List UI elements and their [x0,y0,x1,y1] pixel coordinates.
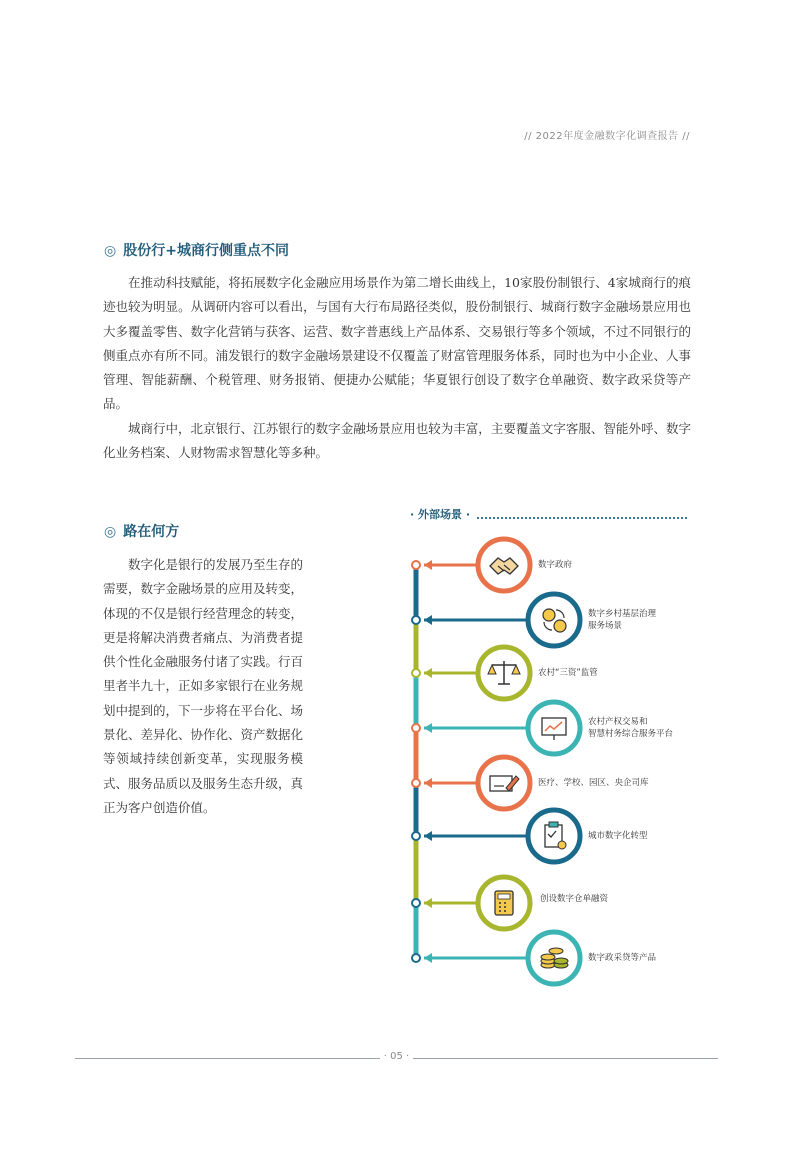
section-1-body [103,271,691,465]
footer-rule-right [413,1058,718,1059]
scenario-item-7 [412,877,530,929]
scenario-item-4 [412,702,580,754]
scenario-item-6 [412,810,580,862]
section-2-paragraph: 数字化是银行的发展乃至生存的需要，数字金融场景的应用及转变，体现的不仅是银行经营理念的转变，更是将解决消费者痛点、为消费者提供个性化金融服务付诸了实践。行百里者半九十，正如多家银行在业务规划中提到的，下一步将在平台化、场景化、差异化、协作化、资产数据化等领域持续创新变革，实现服务模式、服务品质以及服务生态升级，真正为客户创造价值。 [103,557,304,815]
page-number: · 05 · [383,1051,410,1062]
section-title-1 [104,240,289,260]
scenario-label-2: 数字乡村基层治理 服务场景 [588,609,657,631]
scenario-item-8 [412,932,580,984]
scenario-label-4: 农村产权交易和 智慧村务综合服务平台 [588,717,674,739]
section-title-2 [104,521,179,541]
section-title-2-text: 路在何方 [123,524,180,540]
footer-rule-left [75,1058,380,1059]
section-1-paragraph-2: 城商行中，北京银行、江苏银行的数字金融场景应用也较为丰富，主要覆盖文字客服、智能外呼、数字化业务档案、人财物需求智慧化等多种。 [103,420,691,461]
scenario-item-2 [412,594,580,646]
section-2-body [103,553,303,820]
scenario-label-8: 数字政采贷等产品 [588,953,657,963]
circle-bullet-icon: ◎ [104,524,117,540]
report-header: // 2022年度金融数字化调查报告 // [524,131,690,142]
scenario-label-3: 农村“三资”监管 [538,668,598,678]
scenario-label-6: 城市数字化转型 [588,831,648,841]
scenario-label-1: 数字政府 [538,560,573,570]
page-number-text: 05 [390,1051,403,1062]
external-scenarios-diagram [405,505,705,990]
section-1-paragraph-1: 在推动科技赋能，将拓展数字化金融应用场景作为第二增长曲线上，10家股份制银行、4家城商行的痕迹也较为明显。从调研内容可以看出，与国有大行布局路径类似，股份制银行、城商行数字金融场景应用也大多覆盖零售、数字化营销与获客、运营、数字普惠线上产品体系、交易银行等多个领域，不过不同银行的侧重点亦有所不同。浦发银行的数字金融场景建设不仅覆盖了财富管理服务体系，同时也为中小企业、人事管理、智能薪酬、个税管理、财务报销、便捷办公赋能；华夏银行创设了数字仓单融资、数字政采贷等产品。 [103,275,691,412]
scenario-item-5 [412,757,530,809]
scenario-item-3 [412,647,530,699]
scenario-label-7: 创设数字仓单融资 [540,894,609,904]
scenario-label-5: 医疗、学校、园区、央企司库 [538,778,649,788]
calculator-icon [495,891,513,915]
scenario-item-1 [412,539,530,591]
section-title-1-text: 股份行+城商行侧重点不同 [123,243,289,259]
diagram-title: · 外部场景 · [410,508,471,521]
circle-bullet-icon: ◎ [104,243,117,259]
